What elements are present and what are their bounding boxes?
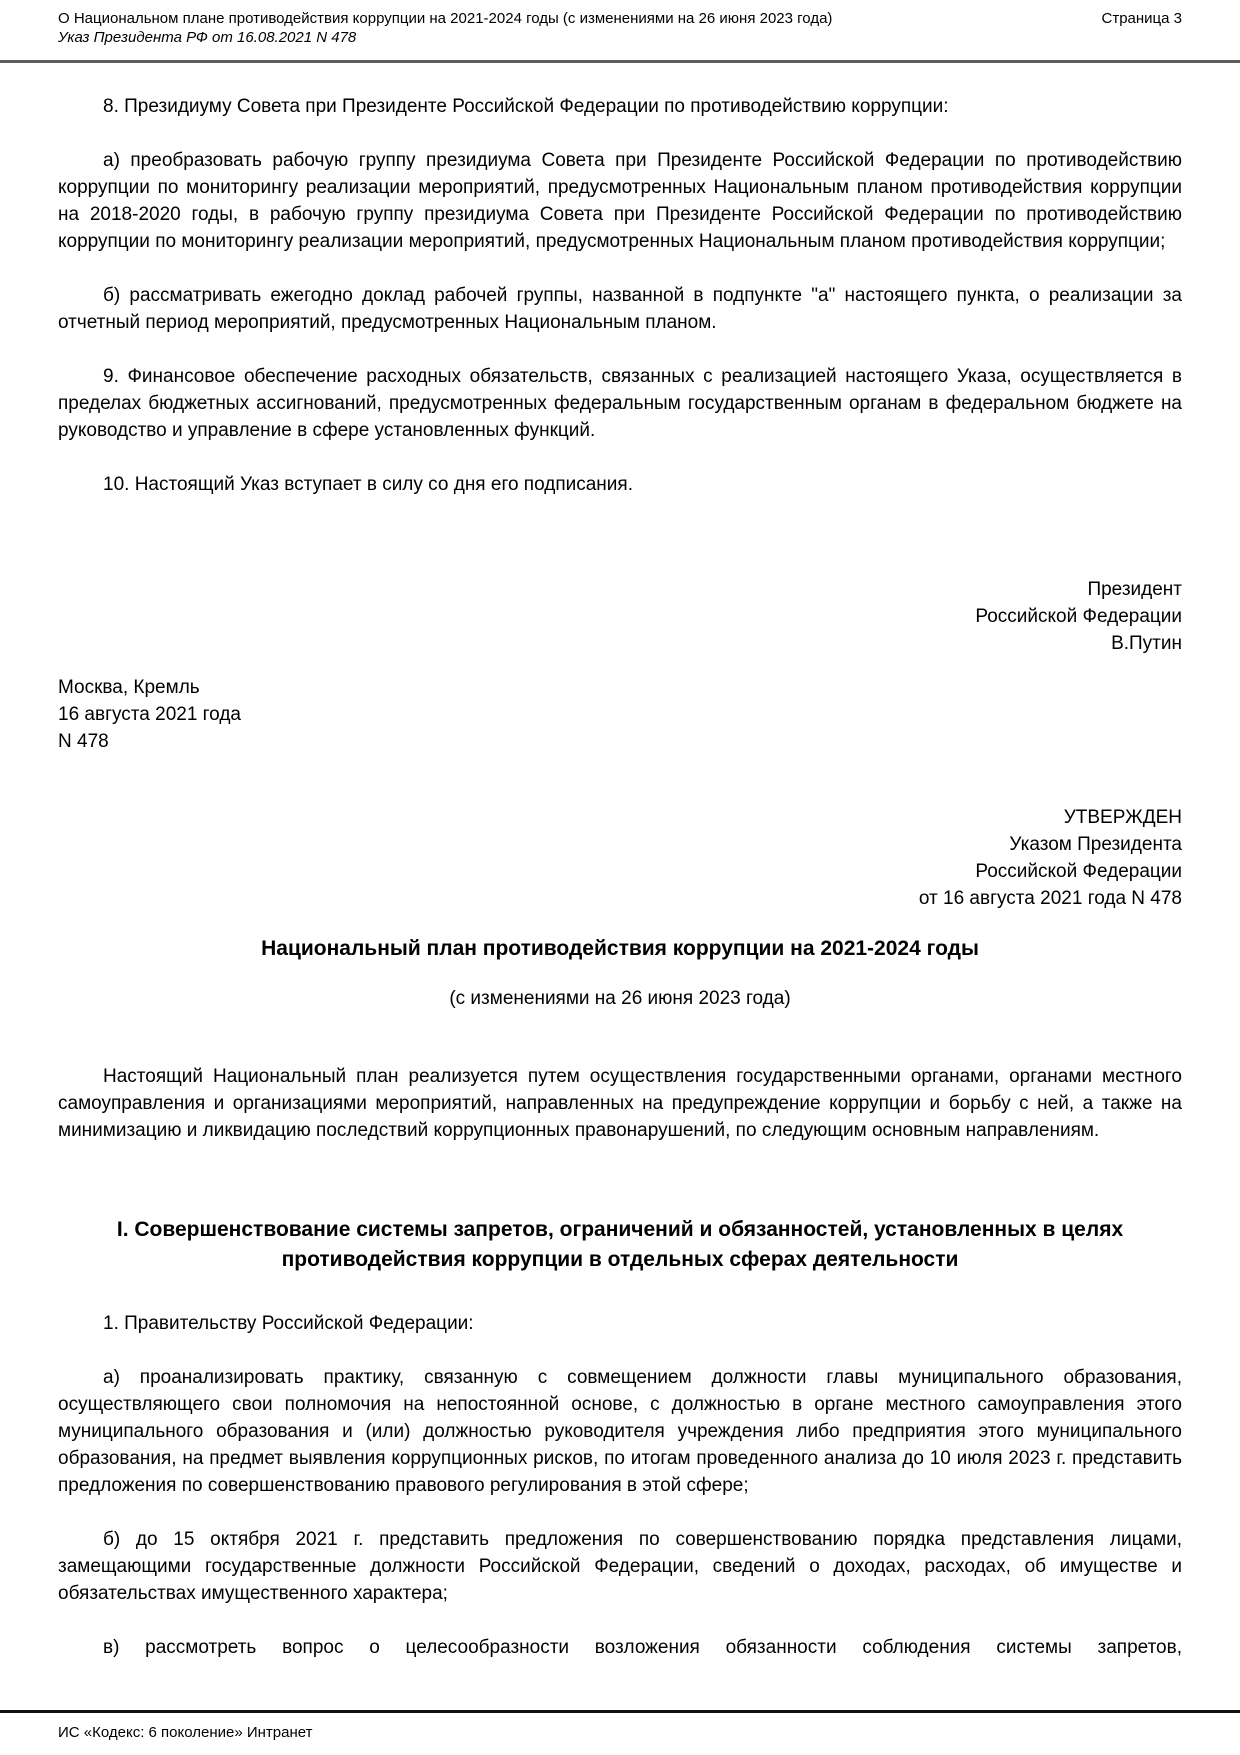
footer-system-label: ИС «Кодекс: 6 поколение» Интранет — [58, 1724, 313, 1741]
page-number-label: Страница 3 — [1101, 10, 1182, 27]
paragraph-1a: а) проанализировать практику, связанную с совмещением должности главы муниципального образования, осуществляющего свои полномочия на непостоянной основе, с должностью в органе местного самоуправления этого муниципального образования и (или) должностью руководителя учреждения либо предприятия этого муниципального образования, на предмет выявления коррупционных рисков, по итогам проведенного анализа до 10 июля 2023 г. представить предложения по совершенствованию правового регулирования в этой сфере; — [58, 1367, 1182, 1496]
signature-line: Президент — [1087, 579, 1182, 600]
approved-line: Указом Президента — [1009, 834, 1182, 855]
document-header-subtitle: Указ Президента РФ от 16.08.2021 N 478 — [58, 29, 357, 46]
paragraph-8b: б) рассматривать ежегодно доклад рабочей группы, названной в подпункте "а" настоящего пункта, о реализации за отчетный период мероприятий, предусмотренных Национальным планом. — [58, 285, 1182, 333]
signature-line: Российской Федерации — [975, 606, 1182, 627]
place-date-block — [58, 674, 1182, 755]
signature-line: В.Путин — [1111, 633, 1182, 654]
approved-line: Российской Федерации — [975, 861, 1182, 882]
paragraph-1v-truncated: в) рассмотреть вопрос о целесообразности возложения обязанности соблюдения системы запретов, — [103, 1637, 1182, 1658]
signature-block — [58, 576, 1182, 657]
paragraph-1: 1. Правительству Российской Федерации: — [103, 1313, 474, 1334]
approved-line: УТВЕРЖДЕН — [1063, 807, 1182, 828]
place-date-line: Москва, Кремль — [58, 677, 200, 698]
section-1-heading: I. Совершенствование системы запретов, ограничений и обязанностей, установленных в целях противодействия коррупции в отдельных сферах деятельности — [116, 1218, 1124, 1271]
document-header-title: О Национальном плане противодействия коррупции на 2021-2024 годы (с изменениями на 26 июня 2023 года) — [58, 10, 833, 27]
document-body — [0, 63, 1240, 1661]
plan-intro-paragraph: Настоящий Национальный план реализуется путем осуществления государственными органами, органами местного самоуправления и организациями мероприятий, направленных на предупреждение коррупции и борьбу с ней, а также на минимизацию и ликвидацию последствий коррупционных правонарушений, по следующим основным направлениям. — [58, 1066, 1182, 1141]
paragraph-8: 8. Президиуму Совета при Президенте Российской Федерации по противодействию коррупции: — [103, 96, 949, 117]
place-date-line: 16 августа 2021 года — [58, 704, 241, 725]
running-header — [0, 0, 1240, 47]
paragraph-10: 10. Настоящий Указ вступает в силу со дня его подписания. — [103, 474, 633, 495]
place-date-line: N 478 — [58, 731, 109, 752]
plan-subtitle: (с изменениями на 26 июня 2023 года) — [449, 988, 791, 1009]
running-header-row — [58, 9, 1182, 28]
approved-line: от 16 августа 2021 года N 478 — [918, 888, 1182, 909]
paragraph-8a: а) преобразовать рабочую группу президиума Совета при Президенте Российской Федерации по противодействию коррупции по мониторингу реализации мероприятий, предусмотренных Национальным планом противодействия коррупции на 2018-2020 годы, в рабочую группу президиума Совета при Президенте Российской Федерации по противодействию коррупции по мониторингу реализации мероприятий, предусмотренных Национальным планом противодействия коррупции; — [58, 150, 1182, 252]
running-footer — [0, 1710, 1240, 1755]
plan-title: Национальный план противодействия коррупции на 2021-2024 годы — [261, 937, 979, 960]
paragraph-9: 9. Финансовое обеспечение расходных обязательств, связанных с реализацией настоящего Указа, осуществляется в пределах бюджетных ассигнований, предусмотренных федеральным государственным органам в федеральном бюджете на руководство и управление в сфере установленных функций. — [58, 366, 1182, 441]
approved-block — [58, 804, 1182, 912]
paragraph-1b: б) до 15 октября 2021 г. представить предложения по совершенствованию порядка представления лицами, замещающими государственные должности Российской Федерации, сведений о доходах, расходах, об имуществе и обязательствах имущественного характера; — [58, 1529, 1182, 1604]
